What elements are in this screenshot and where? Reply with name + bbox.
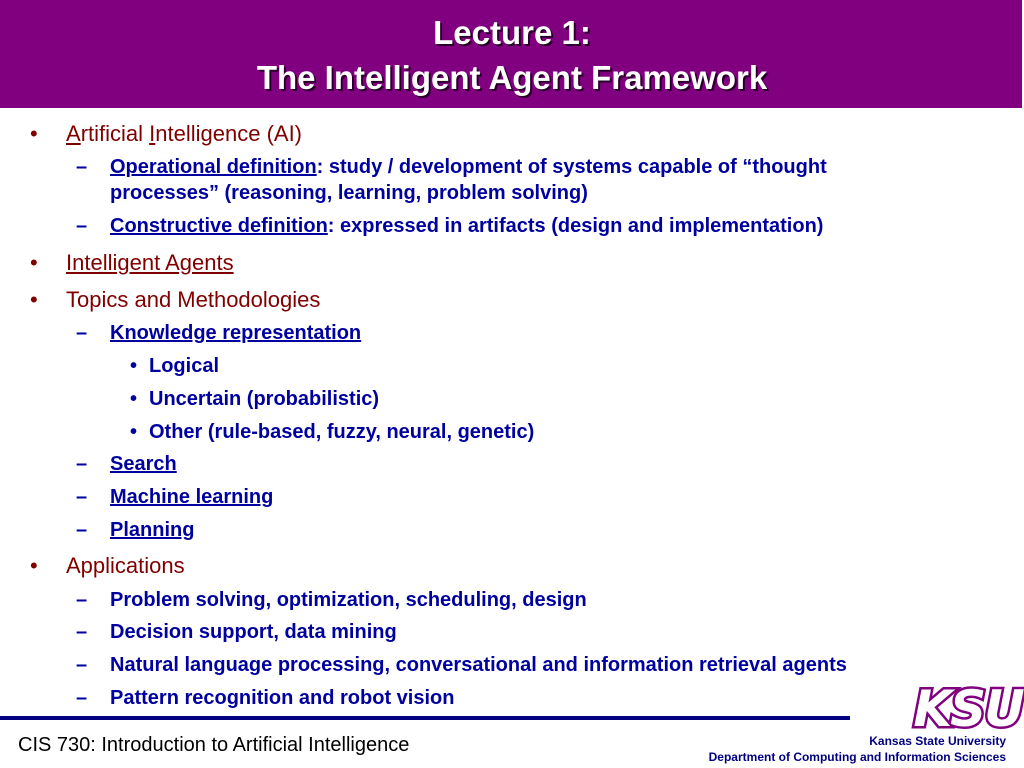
dash-symbol: – [76,621,88,643]
ai-ntelligence: ntelligence (AI) [155,121,303,146]
planning-link[interactable]: Planning [110,519,195,541]
constructive-definition-rest: : expressed in artifacts (design and implementation) [327,215,824,237]
ksu-logo-icon [913,664,1023,738]
constructive-definition-link[interactable]: Constructive definition [110,215,328,237]
bullet-symbol: • [30,553,38,578]
university-name: Kansas State University [869,734,1006,748]
sub-constructive-text [110,215,823,238]
dash-symbol: – [76,215,88,237]
dash-symbol: – [76,687,88,709]
bullet-ai-text [66,121,302,147]
app-item-text: Decision support, data mining [110,621,397,643]
kr-item-text: Other (rule-based, fuzzy, neural, genetic) [149,421,535,443]
kr-item-text: Logical [149,355,220,377]
course-title: CIS 730: Introduction to Artificial Intelligence [18,734,410,756]
topics-text: Topics and Methodologies [66,287,321,312]
title-line-2: The Intelligent Agent Framework [256,59,768,96]
operational-definition-link[interactable]: Operational definition [110,156,317,178]
bullet-symbol: • [30,287,38,312]
sub-operational-text [110,156,827,179]
app-item-text: Problem solving, optimization, scheduling, design [110,589,587,611]
app-item-text: Pattern recognition and robot vision [110,687,455,709]
logo-text: KSU [913,680,1023,738]
footer-institution [709,733,1006,765]
bullet-symbol: • [30,250,38,275]
ai-rtificial: rtificial [80,121,150,146]
applications-text: Applications [66,553,185,578]
dash-symbol: – [76,589,88,611]
knowledge-representation-link[interactable]: Knowledge representation [110,322,362,344]
bullet-symbol: • [130,388,138,410]
kr-item-text: Uncertain (probabilistic) [149,388,380,410]
bullet-symbol: • [130,421,138,443]
intelligent-agents-link[interactable]: Intelligent Agents [66,250,234,275]
ai-letter-i: I [149,121,156,146]
ai-letter-a: A [66,121,81,146]
dash-symbol: – [76,519,88,541]
title-line-1: Lecture 1: [433,14,591,51]
machine-learning-link[interactable]: Machine learning [110,486,274,508]
bullet-symbol: • [130,355,138,377]
dash-symbol: – [76,654,88,676]
operational-definition-rest-2: processes” (reasoning, learning, problem solving) [110,182,588,204]
dash-symbol: – [76,156,88,178]
bullet-symbol: • [30,121,38,146]
dash-symbol: – [76,486,88,508]
footer-divider [0,716,850,720]
dash-symbol: – [76,453,88,475]
search-link[interactable]: Search [110,453,177,475]
operational-definition-rest: : study / development of systems capable of “thought [316,156,827,178]
department-name: Department of Computing and Information Sciences [708,750,1006,764]
dash-symbol: – [76,322,88,344]
app-item-text: Natural language processing, conversational and information retrieval agents [110,654,847,676]
